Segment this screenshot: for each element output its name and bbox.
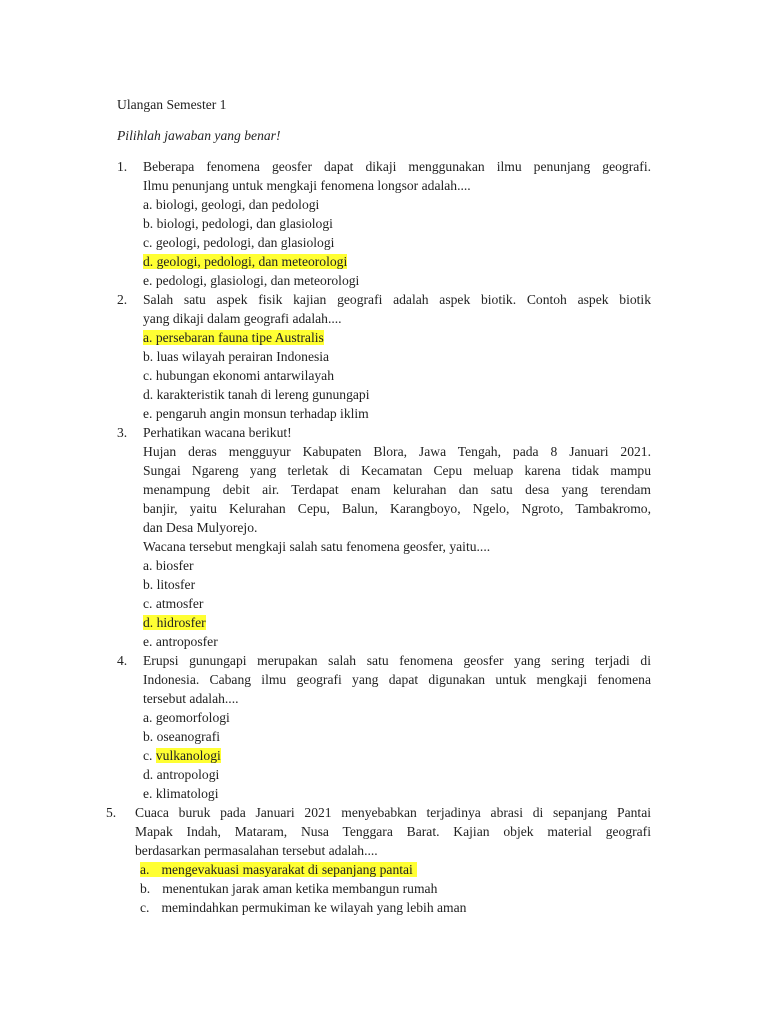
question-text-line: tersebut adalah.... (143, 691, 239, 706)
passage-line: banjir, yaitu Kelurahan Cepu, Balun, Karangboyo, Ngelo, Ngroto, Tambakromo, (143, 501, 651, 516)
option-c: c. geologi, pedologi, dan glasiologi (143, 235, 335, 250)
option-c (140, 898, 466, 917)
question-number: 3. (117, 425, 128, 440)
option-e: e. klimatologi (143, 786, 219, 801)
question-text-line: Salah satu aspek fisik kajian geografi adalah aspek biotik. Contoh aspek biotik (143, 292, 651, 307)
question-text-line: berdasarkan permasalahan tersebut adalah.... (135, 843, 378, 858)
option-a: a. biosfer (143, 558, 194, 573)
option-letter: c. (143, 748, 156, 763)
question-text-line: Perhatikan wacana berikut! (143, 425, 292, 440)
option-e: e. pengaruh angin monsun terhadap iklim (143, 406, 369, 421)
passage-line: dan Desa Mulyorejo. (143, 520, 258, 535)
option-d: d. karakteristik tanah di lereng gunungapi (143, 387, 370, 402)
question-number: 5. (106, 805, 117, 820)
question-text-line: Wacana tersebut mengkaji salah satu fenomena geosfer, yaitu.... (143, 539, 491, 554)
option-a-answer (140, 860, 417, 879)
answer-highlight: d. hidrosfer (143, 615, 206, 630)
option-b: b. luas wilayah perairan Indonesia (143, 349, 330, 364)
option-letter: b. (140, 881, 151, 896)
option-b (140, 879, 437, 898)
passage-line: Sungai Ngareng yang terletak di Kecamatan Cepu meluap karena tidak mampu (143, 463, 651, 478)
option-c: c. atmosfer (143, 596, 204, 611)
option-d: d. antropologi (143, 767, 220, 782)
question-number: 2. (117, 292, 128, 307)
option-d-answer (143, 613, 206, 632)
option-d-answer (143, 252, 347, 271)
option-text: menentukan jarak aman ketika membangun rumah (162, 881, 438, 896)
option-e: e. pedologi, glasiologi, dan meteorologi (143, 273, 360, 288)
option-a: a. biologi, geologi, dan pedologi (143, 197, 320, 212)
question-text-line: Erupsi gunungapi merupakan salah satu fenomena geosfer yang sering terjadi di (143, 653, 651, 668)
question-text-line: Mapak Indah, Mataram, Nusa Tenggara Barat. Kajian objek material geografi (135, 824, 651, 839)
question-text-line: Indonesia. Cabang ilmu geografi yang dapat digunakan untuk mengkaji fenomena (143, 672, 651, 687)
option-b: b. biologi, pedologi, dan glasiologi (143, 216, 333, 231)
option-e: e. antroposfer (143, 634, 218, 649)
question-text-line: Cuaca buruk pada Januari 2021 menyebabkan terjadinya abrasi di sepanjang Pantai (135, 805, 651, 820)
answer-highlight: d. geologi, pedologi, dan meteorologi (143, 254, 348, 269)
option-c: c. hubungan ekonomi antarwilayah (143, 368, 335, 383)
question-number: 1. (117, 159, 128, 174)
question-text-line: Ilmu penunjang untuk mengkaji fenomena longsor adalah.... (143, 178, 471, 193)
passage-line: Hujan deras mengguyur Kabupaten Blora, Jawa Tengah, pada 8 Januari 2021. (143, 444, 651, 459)
option-letter: c. (140, 900, 150, 915)
answer-highlight: a. persebaran fauna tipe Australis (143, 330, 324, 345)
question-text-line: yang dikaji dalam geografi adalah.... (143, 311, 342, 326)
document-title: Ulangan Semester 1 (117, 97, 227, 112)
option-a-answer (143, 328, 324, 347)
option-a: a. geomorfologi (143, 710, 230, 725)
option-text: memindahkan permukiman ke wilayah yang lebih aman (161, 900, 467, 915)
answer-highlight (140, 862, 417, 877)
option-b: b. litosfer (143, 577, 196, 592)
passage-line: menampung debit air. Terdapat enam kelurahan dan satu desa yang terendam (143, 482, 651, 497)
option-c-answer (143, 746, 221, 765)
option-letter: a. (140, 862, 150, 877)
question-number: 4. (117, 653, 128, 668)
option-b: b. oseanografi (143, 729, 221, 744)
question-text-line: Beberapa fenomena geosfer dapat dikaji menggunakan ilmu penunjang geografi. (143, 159, 651, 174)
answer-highlight: vulkanologi (155, 748, 221, 763)
option-text: mengevakuasi masyarakat di sepanjang pantai (161, 862, 413, 877)
instruction-text: Pilihlah jawaban yang benar! (117, 128, 281, 143)
